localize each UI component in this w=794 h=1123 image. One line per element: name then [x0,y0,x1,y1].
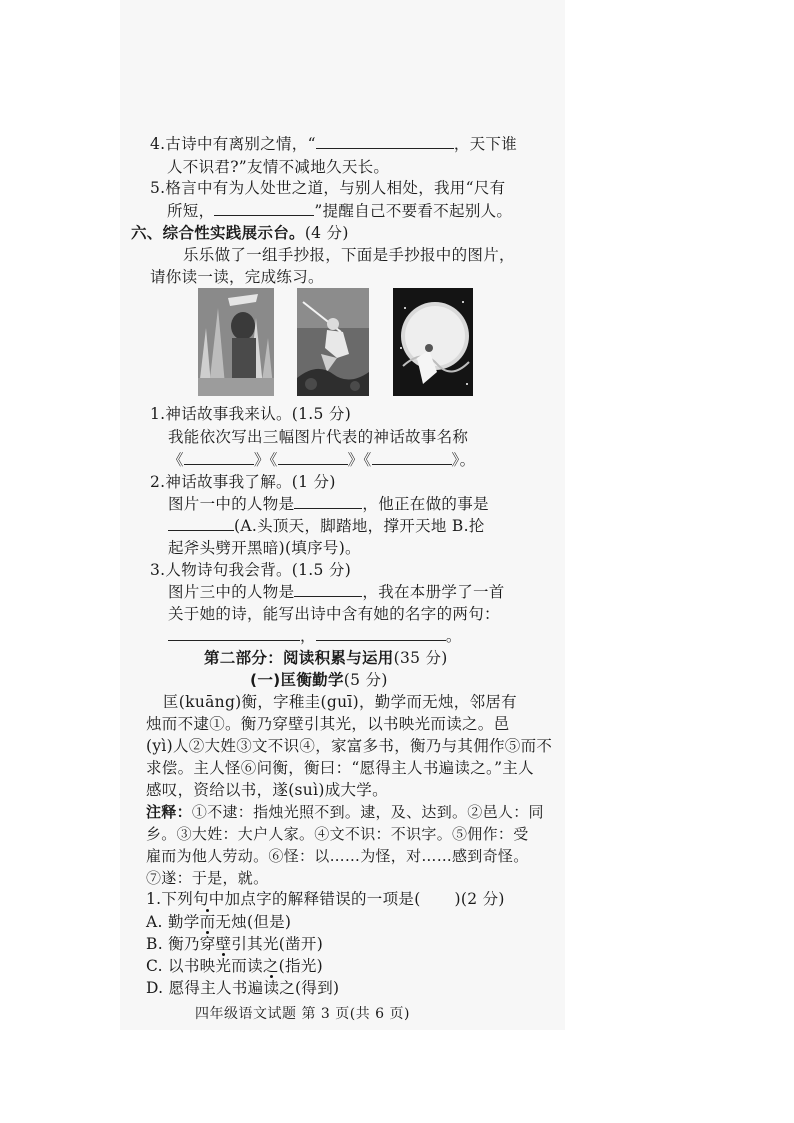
part2-title: 第二部分：阅读积累与运用(35 分) [204,649,448,667]
s1-title: 1.神话故事我来认。(1.5 分) [150,405,352,423]
s2-line2: (A.头顶天，脚踏地，撑开天地 B.抡 [168,516,485,536]
mc-option-a[interactable]: A. 勤学而无烛(但是) [146,913,292,931]
story3-blank[interactable] [372,450,452,465]
hero-image [297,288,369,396]
q5-line2: 所短， ”提醒自己不要看不起别人。 [167,202,513,220]
notes-line3: 雇而为他人劳动。⑥怪：以……为怪，对……感到奇怪。 [146,847,529,865]
passage-line5: 感叹，资给以书，遂(suì)成大学。 [146,781,388,799]
notes-line4: ⑦遂：于是，就。 [146,869,269,887]
story1-blank[interactable] [184,450,254,465]
passage-line4: 求偿。主人怪⑥问衡，衡曰：“愿得主人书遍读之。”主人 [146,759,534,777]
pangu-image [198,288,274,396]
s2-line1: 图片一中的人物是 ，他正在做的事是 [168,495,489,513]
s1-line: 我能依次写出三幅图片代表的神话故事名称 [168,428,469,446]
section6-title: 六、综合性实践展示台。(4 分) [131,224,349,242]
passage-line1: 匡(kuāng)衡，字稚圭(guī)，勤学而无烛，邻居有 [163,693,517,711]
s1-blanks: 《 》《 》《 》。 [168,451,476,469]
section6-intro2: 请你读一读，完成练习。 [150,268,324,286]
s2-title: 2.神话故事我了解。(1 分) [150,473,336,491]
s3-line3: ， 。 [168,626,462,646]
mc-question: 1.下列句中加点字的解释错误的一项是( )(2 分) [146,890,505,908]
q4-blank[interactable] [316,134,454,149]
mc-option-d[interactable]: D. 愿得主人书遍读之(得到) [146,979,340,997]
section6-intro1: 乐乐做了一组手抄报，下面是手抄报中的图片， [183,246,515,264]
notes-line2: 乡。③大姓：大户人家。④文不识：不识字。⑤佣作：受 [146,825,529,843]
passage-title: (一)匡衡勤学(5 分) [250,671,388,689]
story2-blank[interactable] [278,450,348,465]
mc-answer-blank[interactable] [421,890,455,904]
q4-line1: 4.古诗中有离别之情，“ ，天下谁 [150,135,518,153]
mc-option-c[interactable]: C. 以书映光而读之(指光) [146,957,323,975]
s3-line1: 图片三中的人物是 ，我在本册学了一首 [168,583,505,601]
poem-line2-blank[interactable] [316,626,446,641]
s2-line3: 起斧头劈开黑暗)(填序号)。 [168,539,361,557]
q5-line1: 5.格言中有为人处世之道，与别人相处，我用“尺有 [150,179,506,197]
s3-title: 3.人物诗句我会背。(1.5 分) [150,561,352,579]
notes-line1: 注释：①不逮：指烛光照不到。逮，及、达到。②邑人：同 [146,803,544,821]
s2-option-blank[interactable] [168,516,234,531]
passage-line2: 烛而不逮①。衡乃穿壁引其光，以书映光而读之。邑 [146,715,510,733]
page-footer: 四年级语文试题 第 3 页(共 6 页) [195,1006,410,1022]
passage-line3: (yì)人②大姓③文不识④，家富多书，衡乃与其佣作⑤而不 [146,737,553,755]
poem-line1-blank[interactable] [168,626,300,641]
change-moon-image [393,288,473,396]
s3-line2: 关于她的诗，能写出诗中含有她的名字的两句： [168,605,500,623]
s2-person-blank[interactable] [294,494,362,509]
s3-person-blank[interactable] [294,582,362,597]
q5-blank[interactable] [214,201,314,216]
q4-line2: 人不识君?”友情不减地久天长。 [167,158,390,176]
mc-option-b[interactable]: B. 衡乃穿壁引其光(凿开) [146,935,324,953]
